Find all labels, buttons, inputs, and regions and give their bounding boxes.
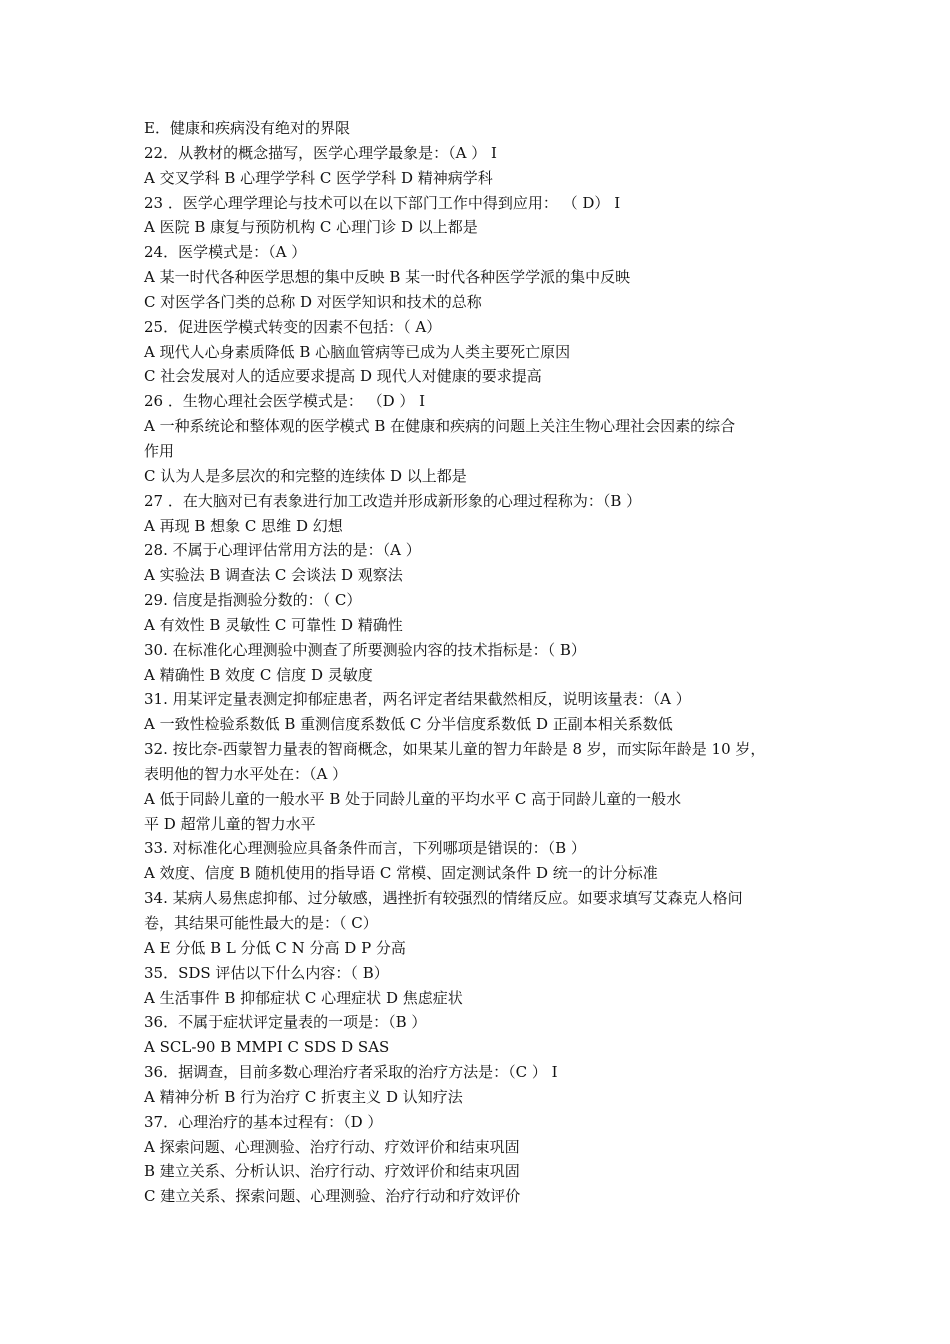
text-line: A 精确性 B 效度 C 信度 D 灵敏度 [144,665,373,684]
text-line: A 现代人心身素质降低 B 心脑血管病等已成为人类主要死亡原因 [144,342,571,361]
text-line: 35．SDS 评估以下什么内容：（ B） [144,963,389,982]
text-line: A 探索问题、心理测验、治疗行动、疗效评价和结束巩固 [144,1137,520,1156]
text-line: 36．不属于症状评定量表的一项是：（B ） [144,1013,427,1032]
text-line: 32. 按比奈-西蒙智力量表的智商概念，如果某儿童的智力年龄是 8 岁，而实际年龄是 10 岁， [144,740,766,759]
text-line: A 医院 B 康复与预防机构 C 心理门诊 D 以上都是 [144,218,478,237]
text-line: A E 分低 B L 分低 C N 分高 D P 分高 [144,938,406,957]
text-line: A 有效性 B 灵敏性 C 可靠性 D 精确性 [144,615,403,634]
text-line: A 实验法 B 调查法 C 会谈法 D 观察法 [144,566,403,585]
text-line: C 对医学各门类的总称 D 对医学知识和技术的总称 [144,292,482,311]
text-line: 36．据调查，目前多数心理治疗者采取的治疗方法是：（C ） I [144,1063,558,1082]
text-line: 卷，其结果可能性最大的是：（ C） [144,914,378,932]
text-line: C 认为人是多层次的和完整的连续体 D 以上都是 [144,466,467,485]
text-line: 29. 信度是指测验分数的：（ C） [144,591,362,610]
text-line: 25．促进医学模式转变的因素不包括：（ A） [144,317,442,336]
text-line: 33. 对标准化心理测验应具备条件而言，下列哪项是错误的：（B ） [144,839,586,858]
text-line: C 社会发展对人的适应要求提高 D 现代人对健康的要求提高 [144,367,542,386]
text-line: 26 ．生物心理社会医学模式是： （D ） I [144,392,426,411]
text-line: 31. 用某评定量表测定抑郁症患者，两名评定者结果截然相反，说明该量表：（A ） [144,690,691,709]
text-line: 作用 [144,441,175,460]
text-line: A 低于同龄儿童的一般水平 B 处于同龄儿童的平均水平 C 高于同龄儿童的一般水 [144,789,682,808]
text-line: 平 D 超常儿童的智力水平 [144,814,316,833]
text-line: 表明他的智力水平处在：（A ） [144,764,348,783]
text-line: A 精神分析 B 行为治疗 C 折衷主义 D 认知疗法 [144,1087,463,1106]
text-line: 23 ．医学心理学理论与技术可以在以下部门工作中得到应用： （ D） I [144,193,621,212]
text-line: B 建立关系、分析认识、治疗行动、疗效评价和结束巩固 [144,1162,520,1181]
text-line: E．健康和疾病没有绝对的界限 [144,119,350,137]
text-line: 27 ．在大脑对已有表象进行加工改造并形成新形象的心理过程称为：（B ） [144,491,642,510]
text-line: A 生活事件 B 抑郁症状 C 心理症状 D 焦虑症状 [144,988,463,1007]
text-line: 34. 某病人易焦虑抑郁、过分敏感，遇挫折有较强烈的情绪反应。如要求填写艾森克人格问 [144,889,743,908]
document-page [144,116,814,1209]
text-line: C 建立关系、探索问题、心理测验、治疗行动和疗效评价 [144,1187,521,1206]
text-line: A 一致性检验系数低 B 重测信度系数低 C 分半信度系数低 D 正副本相关系数低 [144,715,673,734]
text-line: 30. 在标准化心理测验中测查了所要测验内容的技术指标是：（ B） [144,640,586,659]
text-line: 22．从教材的概念描写，医学心理学最象是：（A ） I [144,143,497,162]
text-line: A 再现 B 想象 C 思维 D 幻想 [144,516,343,535]
text-line: 28. 不属于心理评估常用方法的是：（A ） [144,541,421,560]
text-line: A 一种系统论和整体观的医学模式 B 在健康和疾病的问题上关注生物心理社会因素的综合 [144,417,736,436]
text-line: A 某一时代各种医学思想的集中反映 B 某一时代各种医学学派的集中反映 [144,268,631,287]
text-line: A 交叉学科 B 心理学学科 C 医学学科 D 精神病学科 [144,168,493,187]
text-line: A SCL-90 B MMPI C SDS D SAS [144,1038,390,1057]
text-line: A 效度、信度 B 随机使用的指导语 C 常模、固定测试条件 D 统一的计分标准 [144,864,658,883]
text-line: 37．心理治疗的基本过程有：（D ） [144,1112,383,1131]
text-line: 24．医学模式是：（A ） [144,243,307,262]
